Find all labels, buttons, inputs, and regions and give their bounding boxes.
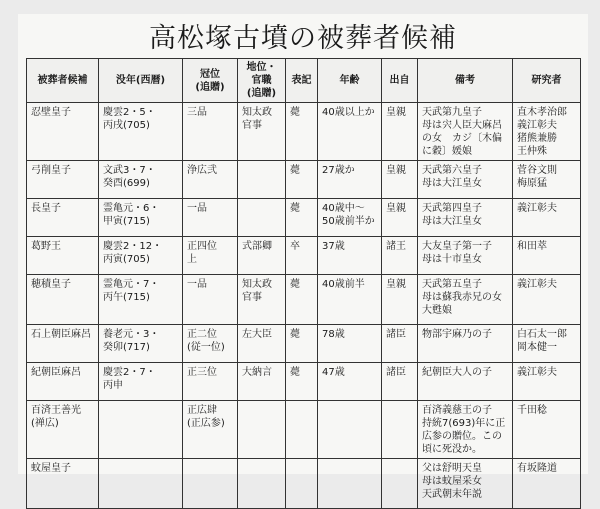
cell-origin bbox=[382, 401, 418, 459]
cell-origin: 皇親 bbox=[382, 275, 418, 325]
cell-researcher: 千田稔 bbox=[513, 401, 581, 459]
cell-researcher: 有坂隆道 bbox=[513, 459, 581, 509]
cell-death-year: 慶雲2・7・ 丙申 bbox=[99, 363, 183, 401]
cell-researcher: 義江彰夫 bbox=[513, 199, 581, 237]
cell-age bbox=[318, 459, 382, 509]
cell-origin: 諸臣 bbox=[382, 363, 418, 401]
cell-researcher: 義江彰夫 bbox=[513, 275, 581, 325]
table-row bbox=[27, 401, 581, 459]
cell-notation: 卒 bbox=[286, 237, 318, 275]
cell-post: 知太政 官事 bbox=[238, 103, 286, 161]
cell-death-year bbox=[99, 459, 183, 509]
cell-rank: 一品 bbox=[183, 199, 238, 237]
cell-notes: 大友皇子第一子 母は十市皇女 bbox=[418, 237, 513, 275]
cell-notation: 薨 bbox=[286, 103, 318, 161]
cell-origin: 皇親 bbox=[382, 103, 418, 161]
cell-notation bbox=[286, 401, 318, 459]
cell-notation: 薨 bbox=[286, 161, 318, 199]
cell-rank: 正二位 (従一位) bbox=[183, 325, 238, 363]
cell-name: 弓削皇子 bbox=[27, 161, 99, 199]
header-age: 年齢 bbox=[318, 59, 382, 103]
cell-age: 40歳前半 bbox=[318, 275, 382, 325]
table-header-row bbox=[27, 59, 581, 103]
cell-rank: 浄広弐 bbox=[183, 161, 238, 199]
cell-post: 式部卿 bbox=[238, 237, 286, 275]
table-row bbox=[27, 325, 581, 363]
cell-name: 忍壁皇子 bbox=[27, 103, 99, 161]
table-row bbox=[27, 103, 581, 161]
cell-researcher: 直木孝治郎 義江彰夫 猪熊兼勝 王仲殊 bbox=[513, 103, 581, 161]
cell-name: 蚊屋皇子 bbox=[27, 459, 99, 509]
cell-notation: 薨 bbox=[286, 275, 318, 325]
cell-name: 百済王善光 (禅広) bbox=[27, 401, 99, 459]
cell-notes: 百済義慈王の子 持統7(693)年に正 広参の贈位。この 頃に死没か。 bbox=[418, 401, 513, 459]
table-row bbox=[27, 161, 581, 199]
cell-death-year: 霊亀元・6・ 甲寅(715) bbox=[99, 199, 183, 237]
cell-age bbox=[318, 401, 382, 459]
table-row bbox=[27, 459, 581, 509]
table-row bbox=[27, 363, 581, 401]
page-title: 高松塚古墳の被葬者候補 bbox=[149, 23, 457, 54]
cell-notes: 天武第六皇子 母は大江皇女 bbox=[418, 161, 513, 199]
cell-researcher: 和田萃 bbox=[513, 237, 581, 275]
cell-post bbox=[238, 161, 286, 199]
cell-origin bbox=[382, 459, 418, 509]
header-name: 被葬者候補 bbox=[27, 59, 99, 103]
cell-researcher: 菅谷文則 梅原猛 bbox=[513, 161, 581, 199]
cell-rank: 正広肆 (正広参) bbox=[183, 401, 238, 459]
cell-rank: 正四位 上 bbox=[183, 237, 238, 275]
cell-rank: 一品 bbox=[183, 275, 238, 325]
cell-death-year: 慶雲2・12・ 丙寅(705) bbox=[99, 237, 183, 275]
cell-notes: 物部宇麻乃の子 bbox=[418, 325, 513, 363]
cell-notation: 薨 bbox=[286, 199, 318, 237]
cell-researcher: 義江彰夫 bbox=[513, 363, 581, 401]
header-post: 地位・ 官職 (追贈) bbox=[238, 59, 286, 103]
cell-post bbox=[238, 401, 286, 459]
cell-post bbox=[238, 199, 286, 237]
table-row bbox=[27, 237, 581, 275]
cell-post: 大納言 bbox=[238, 363, 286, 401]
cell-post bbox=[238, 459, 286, 509]
cell-rank: 正三位 bbox=[183, 363, 238, 401]
cell-post: 知太政 官事 bbox=[238, 275, 286, 325]
table-row bbox=[27, 275, 581, 325]
cell-death-year: 文武3・7・ 癸酉(699) bbox=[99, 161, 183, 199]
cell-age: 78歳 bbox=[318, 325, 382, 363]
cell-researcher: 白石太一郎 岡本健一 bbox=[513, 325, 581, 363]
cell-name: 石上朝臣麻呂 bbox=[27, 325, 99, 363]
cell-notation: 薨 bbox=[286, 325, 318, 363]
cell-name: 葛野王 bbox=[27, 237, 99, 275]
cell-age: 37歳 bbox=[318, 237, 382, 275]
cell-death-year: 養老元・3・ 癸卯(717) bbox=[99, 325, 183, 363]
cell-origin: 皇親 bbox=[382, 199, 418, 237]
cell-origin: 諸臣 bbox=[382, 325, 418, 363]
header-origin: 出自 bbox=[382, 59, 418, 103]
cell-notes: 天武第九皇子 母は宍人臣大麻呂 の女 カジ〔木偏 に穀〕媛娘 bbox=[418, 103, 513, 161]
cell-death-year: 霊亀元・7・ 丙午(715) bbox=[99, 275, 183, 325]
cell-age: 40歳中～ 50歳前半か bbox=[318, 199, 382, 237]
cell-notes: 父は舒明天皇 母は蚊屋采女 天武朝末年説 bbox=[418, 459, 513, 509]
cell-notation: 薨 bbox=[286, 363, 318, 401]
header-death-year: 没年(西暦) bbox=[99, 59, 183, 103]
header-rank: 冠位 (追贈) bbox=[183, 59, 238, 103]
cell-name: 紀朝臣麻呂 bbox=[27, 363, 99, 401]
cell-post: 左大臣 bbox=[238, 325, 286, 363]
cell-age: 27歳か bbox=[318, 161, 382, 199]
candidates-table bbox=[26, 58, 581, 509]
cell-age: 47歳 bbox=[318, 363, 382, 401]
cell-origin: 諸王 bbox=[382, 237, 418, 275]
cell-notes: 天武第五皇子 母は蘇我赤兄の女 大甦娘 bbox=[418, 275, 513, 325]
cell-notation bbox=[286, 459, 318, 509]
cell-notes: 天武第四皇子 母は大江皇女 bbox=[418, 199, 513, 237]
document-sheet bbox=[18, 14, 588, 500]
cell-age: 40歳以上か bbox=[318, 103, 382, 161]
cell-death-year bbox=[99, 401, 183, 459]
cell-name: 穂積皇子 bbox=[27, 275, 99, 325]
cell-name: 長皇子 bbox=[27, 199, 99, 237]
cell-notes: 紀朝臣大人の子 bbox=[418, 363, 513, 401]
cell-rank bbox=[183, 459, 238, 509]
header-notation: 表記 bbox=[286, 59, 318, 103]
header-notes: 備考 bbox=[418, 59, 513, 103]
cell-rank: 三品 bbox=[183, 103, 238, 161]
header-researcher: 研究者 bbox=[513, 59, 581, 103]
table-row bbox=[27, 199, 581, 237]
cell-death-year: 慶雲2・5・ 丙戌(705) bbox=[99, 103, 183, 161]
cell-origin: 皇親 bbox=[382, 161, 418, 199]
